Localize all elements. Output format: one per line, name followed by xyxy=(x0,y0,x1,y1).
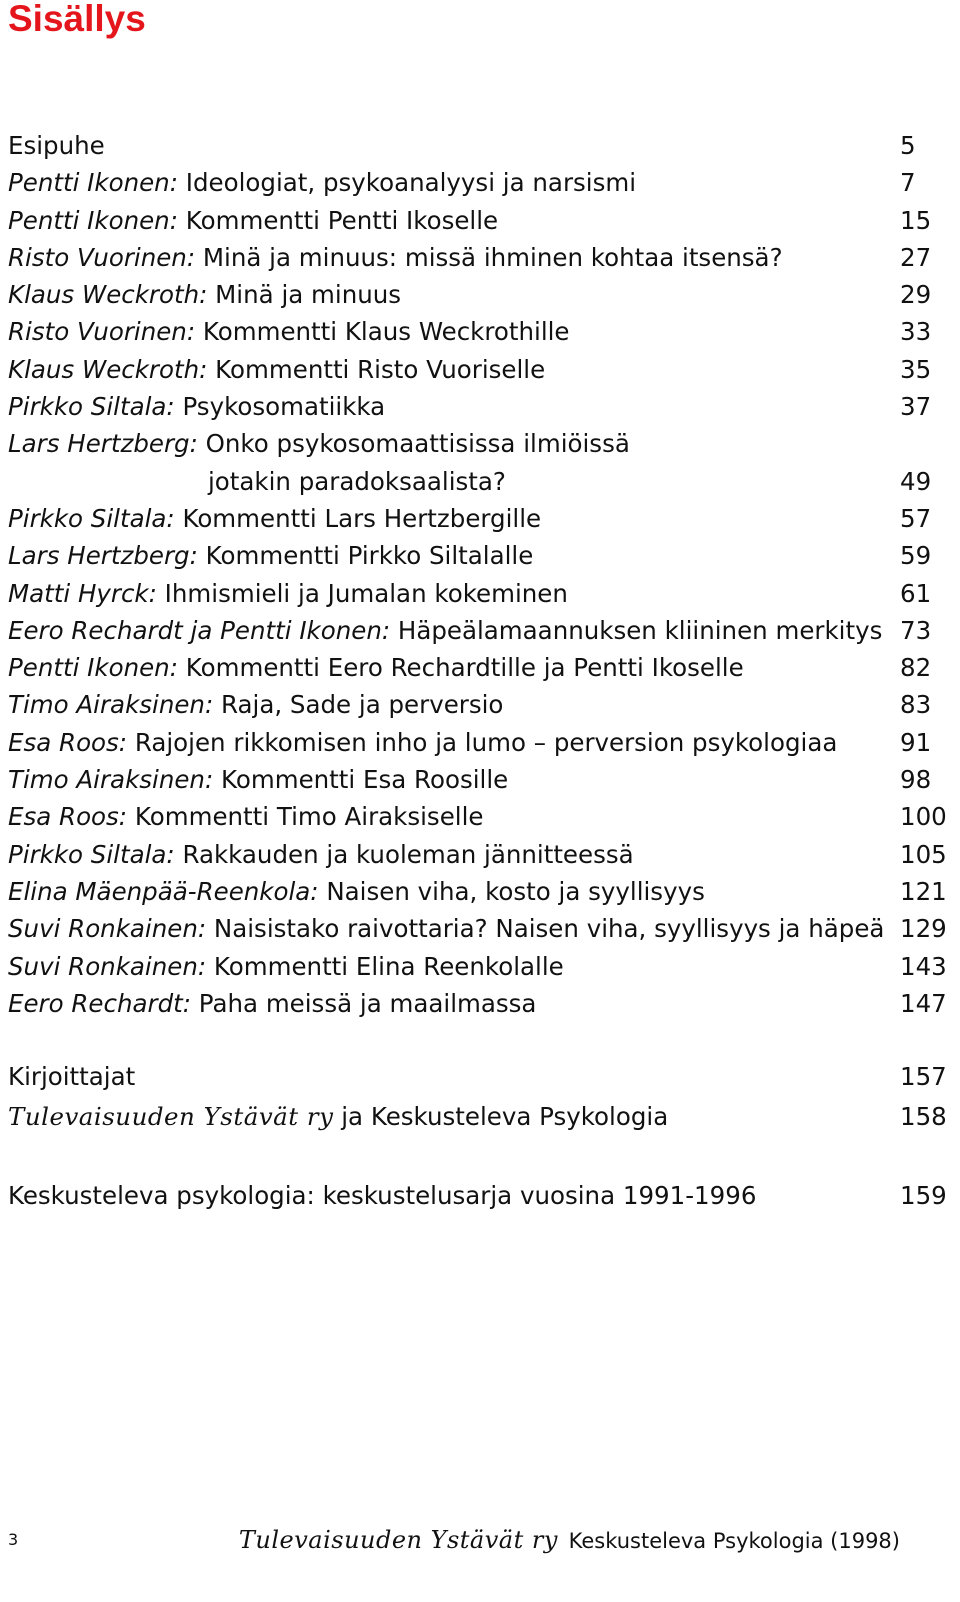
table-of-contents xyxy=(8,127,958,1215)
toc-title: Naisistako raivottaria? Naisen viha, syyllisyys ja häpeä xyxy=(213,914,885,944)
toc-row xyxy=(8,761,958,798)
toc-author: Suvi Ronkainen: xyxy=(8,951,207,981)
spacer xyxy=(8,1139,958,1177)
toc-page-number: 143 xyxy=(900,951,947,981)
toc-row xyxy=(8,202,958,239)
toc-page-number: 98 xyxy=(900,765,932,795)
toc-page-number: 15 xyxy=(900,205,932,235)
toc-page-number: 49 xyxy=(900,466,932,496)
toc-row xyxy=(8,127,958,164)
toc-row-association xyxy=(8,1095,958,1139)
toc-author: Esa Roos: xyxy=(8,727,128,757)
toc-author: Klaus Weckroth: xyxy=(8,280,208,310)
toc-page-number: 33 xyxy=(900,317,932,347)
toc-author: Timo Airaksinen: xyxy=(8,690,214,720)
toc-title: Häpeälamaannuksen kliininen merkitys xyxy=(397,615,883,645)
toc-title: Kommentti Pirkko Siltalalle xyxy=(205,541,534,571)
toc-row xyxy=(8,351,958,388)
toc-row xyxy=(8,313,958,350)
toc-title: Raja, Sade ja perversio xyxy=(221,690,504,720)
toc-title: Kommentti Eero Rechardtille ja Pentti Ikoselle xyxy=(185,653,744,683)
toc-title: Psykosomatiikka xyxy=(182,392,386,422)
toc-title: Keskusteleva psykologia: keskustelusarja vuosina 1991-1996 xyxy=(8,1181,757,1211)
toc-title: Kommentti Pentti Ikoselle xyxy=(185,205,499,235)
toc-page-number: 157 xyxy=(900,1062,947,1092)
toc-title-continuation: jotakin paradoksaalista? xyxy=(208,466,506,496)
toc-author: Eero Rechardt ja Pentti Ikonen: xyxy=(8,615,391,645)
toc-author: Risto Vuorinen: xyxy=(8,242,196,272)
toc-row xyxy=(8,649,958,686)
toc-row xyxy=(8,873,958,910)
toc-row xyxy=(8,575,958,612)
toc-title: Rajojen rikkomisen inho ja lumo – perversion psykologiaa xyxy=(134,727,838,757)
page-number: 3 xyxy=(8,1530,19,1549)
toc-title: Minä ja minuus: missä ihminen kohtaa itsensä? xyxy=(202,242,783,272)
toc-author: Klaus Weckroth: xyxy=(8,354,208,384)
toc-page-number: 7 xyxy=(900,168,916,198)
toc-title: Kommentti Elina Reenkolalle xyxy=(213,951,564,981)
toc-title: Kommentti Klaus Weckrothille xyxy=(202,317,570,347)
toc-page-number: 121 xyxy=(900,876,947,906)
toc-page-number: 129 xyxy=(900,914,947,944)
toc-page-number: 158 xyxy=(900,1102,947,1132)
toc-title: Paha meissä ja maailmassa xyxy=(198,988,537,1018)
toc-page-number: 57 xyxy=(900,503,932,533)
toc-row xyxy=(8,910,958,947)
spacer xyxy=(8,1022,958,1058)
toc-row xyxy=(8,164,958,201)
toc-author: Matti Hyrck: xyxy=(8,578,157,608)
toc-row xyxy=(8,537,958,574)
toc-page-number: 91 xyxy=(900,727,932,757)
toc-title: Minä ja minuus xyxy=(215,280,402,310)
toc-title: Ihmismieli ja Jumalan kokeminen xyxy=(164,578,568,608)
toc-author: Pentti Ikonen: xyxy=(8,653,178,683)
toc-author: Lars Hertzberg: xyxy=(8,429,198,459)
toc-page-number: 105 xyxy=(900,839,947,869)
toc-row xyxy=(8,724,958,761)
toc-page-number: 73 xyxy=(900,615,932,645)
toc-page-number: 29 xyxy=(900,280,932,310)
toc-title: Naisen viha, kosto ja syyllisyys xyxy=(326,876,705,906)
toc-page-number: 27 xyxy=(900,242,932,272)
toc-author: Pentti Ikonen: xyxy=(8,168,178,198)
toc-title: Esipuhe xyxy=(8,131,105,160)
toc-author: Pirkko Siltala: xyxy=(8,839,175,869)
toc-author: Pirkko Siltala: xyxy=(8,503,175,533)
toc-page-number: 147 xyxy=(900,988,947,1018)
toc-row xyxy=(8,239,958,276)
toc-title: ja Keskusteleva Psykologia xyxy=(341,1102,669,1132)
toc-row xyxy=(8,276,958,313)
toc-row-continuation xyxy=(8,463,958,500)
association-handwritten-logo: Tulevaisuuden Ystävät ry xyxy=(8,1102,334,1132)
toc-row-writers xyxy=(8,1058,958,1095)
toc-title: Kirjoittajat xyxy=(8,1062,136,1092)
page-title: Sisällys xyxy=(8,0,146,39)
toc-row xyxy=(8,500,958,537)
toc-title: Ideologiat, psykoanalyysi ja narsismi xyxy=(185,168,637,198)
toc-row xyxy=(8,948,958,985)
toc-author: Suvi Ronkainen: xyxy=(8,914,207,944)
toc-author: Elina Mäenpää-Reenkola: xyxy=(8,876,319,906)
toc-title: Kommentti Lars Hertzbergille xyxy=(182,503,542,533)
toc-page-number: 59 xyxy=(900,541,932,571)
toc-row xyxy=(8,612,958,649)
toc-title: Rakkauden ja kuoleman jännitteessä xyxy=(182,839,634,869)
toc-title: Kommentti Risto Vuoriselle xyxy=(215,354,546,384)
toc-row xyxy=(8,836,958,873)
toc-author: Eero Rechardt: xyxy=(8,988,191,1018)
toc-title: Kommentti Timo Airaksiselle xyxy=(134,802,484,832)
toc-page-number: 82 xyxy=(900,653,932,683)
footer-publication: Keskusteleva Psykologia (1998) xyxy=(568,1529,900,1553)
toc-author: Pentti Ikonen: xyxy=(8,205,178,235)
toc-page-number: 5 xyxy=(900,131,916,160)
footer-handwritten-logo: Tulevaisuuden Ystävät ry xyxy=(238,1526,558,1554)
toc-row xyxy=(8,425,958,462)
toc-row xyxy=(8,388,958,425)
toc-page-number: 159 xyxy=(900,1181,947,1211)
toc-page-number: 100 xyxy=(900,802,947,832)
toc-row xyxy=(8,798,958,835)
toc-page-number: 61 xyxy=(900,578,932,608)
toc-row-series xyxy=(8,1177,958,1214)
toc-row xyxy=(8,686,958,723)
toc-row xyxy=(8,985,958,1022)
toc-author: Esa Roos: xyxy=(8,802,128,832)
toc-title: Kommentti Esa Roosille xyxy=(221,765,509,795)
toc-author: Risto Vuorinen: xyxy=(8,317,196,347)
page-footer xyxy=(8,1520,900,1560)
footer-credit xyxy=(239,1520,900,1561)
toc-page-number: 37 xyxy=(900,392,932,422)
toc-entries xyxy=(8,127,958,1022)
toc-title: Onko psykosomaattisissa ilmiöissä xyxy=(205,429,630,459)
toc-page-number: 35 xyxy=(900,354,932,384)
toc-page-number: 83 xyxy=(900,690,932,720)
toc-author: Pirkko Siltala: xyxy=(8,392,175,422)
toc-author: Timo Airaksinen: xyxy=(8,765,214,795)
toc-author: Lars Hertzberg: xyxy=(8,541,198,571)
